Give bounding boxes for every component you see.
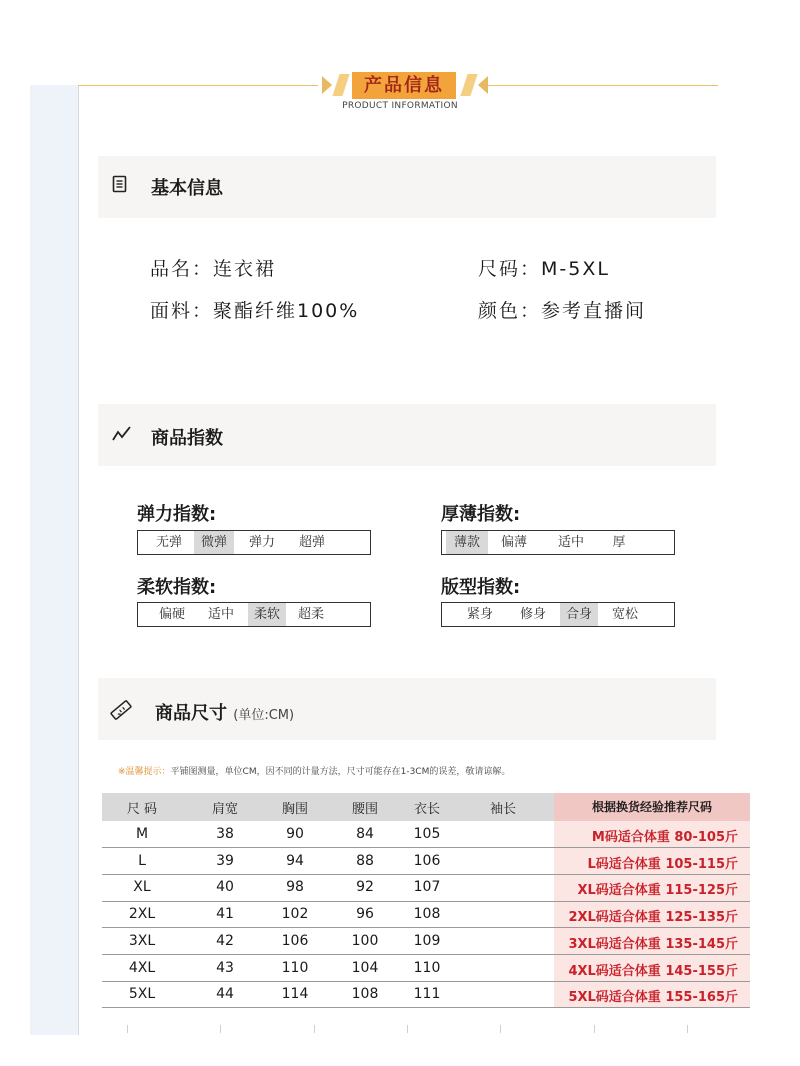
header-size: 尺 码 [126,802,158,817]
table-row-divider [102,901,750,902]
table-row-divider [102,954,750,955]
cell-shoulder: 44 [216,986,234,1003]
left-margin-strip [30,85,78,1035]
table-row-divider [102,927,750,928]
header-ribbon-fold-left [332,74,349,96]
fit-option: 修身 [519,607,546,622]
cell-chest: 102 [281,906,309,923]
thickness-scale [441,530,675,555]
table-row-divider [102,1007,750,1008]
cell-waist: 96 [356,906,374,923]
softness-title: 柔软指数: [137,577,217,598]
header-ribbon-tail-left [322,76,332,94]
thickness-option: 偏薄 [500,535,527,550]
header-ribbon-fold-right [460,74,477,96]
elasticity-title: 弹力指数: [137,504,217,525]
footer-tick [500,1025,501,1033]
cell-recommendation: 2XL码适合体重 125-135斤 [568,910,738,926]
header-line-right [486,85,718,86]
thickness-option-selected: 薄款 [446,531,488,554]
table-row-divider [102,847,750,848]
header-sleeve: 袖长 [489,802,516,817]
header-subtitle: PRODUCT INFORMATION [342,101,458,111]
cell-waist: 84 [356,826,374,842]
cell-waist: 92 [356,879,374,896]
cell-chest: 94 [286,852,304,869]
cell-size: 5XL [128,986,156,1003]
cell-chest: 110 [281,959,309,976]
tip-text: 平铺图测量，单位CM，因不同的计量方法，尺寸可能存在1-3CM的误差，敬请谅解。 [170,767,511,777]
cell-recommendation: 4XL码适合体重 145-155斤 [568,963,738,979]
cell-waist: 108 [351,986,379,1003]
fit-title: 版型指数: [441,577,521,598]
cell-chest: 90 [286,826,304,842]
cell-recommendation: 3XL码适合体重 135-145斤 [568,936,738,952]
document-list-icon [111,175,129,193]
fit-option-selected: 合身 [560,603,598,626]
footer-tick [220,1025,221,1033]
header-ribbon-tail-right [478,76,488,94]
footer-tick [407,1025,408,1033]
table-row-divider [102,874,750,875]
size-title [155,699,294,725]
thickness-title: 厚薄指数: [441,504,521,525]
header-line-left [78,85,318,86]
table-row-divider [102,981,750,982]
size-unit-note: (单位:CM) [233,708,295,723]
softness-option: 超柔 [297,607,324,622]
fit-scale [441,602,675,627]
cell-chest: 98 [286,879,304,896]
size-title-text: 商品尺寸 [155,703,227,724]
softness-scale [137,602,371,627]
cell-length: 111 [413,986,441,1003]
elasticity-option-selected: 微弹 [194,531,234,554]
cell-recommendation: M码适合体重 80-105斤 [591,830,738,845]
fit-option: 紧身 [466,607,493,622]
header-length: 衣长 [413,802,440,817]
basic-info-title: 基本信息 [151,178,223,199]
cell-shoulder: 41 [216,906,234,923]
tip-label: ※温馨提示： [118,767,171,777]
elasticity-option: 弹力 [248,535,275,550]
elasticity-scale [137,530,371,555]
cell-length: 109 [413,932,441,949]
product-size-range: 尺码：M-5XL [478,258,610,280]
cell-length: 110 [413,959,441,976]
left-divider [78,85,79,1035]
header-title: 产品信息 [352,72,456,99]
cell-length: 105 [413,826,441,842]
fit-option: 宽松 [611,607,638,622]
cell-size: XL [133,879,151,896]
cell-size: 2XL [128,906,156,923]
cell-size: M [135,826,149,842]
cell-shoulder: 42 [216,932,234,949]
cell-size: 3XL [128,932,156,949]
softness-option: 偏硬 [158,607,185,622]
cell-recommendation: 5XL码适合体重 155-165斤 [568,990,738,1006]
cell-length: 107 [413,879,441,896]
footer-tick [127,1025,128,1033]
recommendation-header: 根据换货经验推荐尺码 [554,793,750,821]
footer-tick [687,1025,688,1033]
measurement-tip [118,764,510,777]
cell-size: L [138,852,146,869]
cell-recommendation: L码适合体重 105-115斤 [587,856,738,872]
cell-shoulder: 38 [216,826,234,842]
thickness-option: 适中 [557,535,584,550]
header-waist: 腰围 [351,802,378,817]
elasticity-option: 无弹 [155,535,182,550]
cell-length: 108 [413,906,441,923]
product-name: 品名：连衣裙 [150,258,277,280]
softness-option: 适中 [207,607,234,622]
cell-size: 4XL [128,959,156,976]
cell-recommendation: XL码适合体重 115-125斤 [577,883,738,899]
index-title: 商品指数 [151,428,223,449]
cell-waist: 88 [356,852,374,869]
cell-shoulder: 40 [216,879,234,896]
trend-line-icon [111,425,133,443]
cell-length: 106 [413,852,441,869]
cell-waist: 104 [351,959,379,976]
softness-option-selected: 柔软 [248,603,286,626]
thickness-option: 厚 [612,535,626,550]
cell-shoulder: 43 [216,959,234,976]
elasticity-option: 超弹 [298,535,325,550]
footer-tick [314,1025,315,1033]
product-color: 颜色：参考直播间 [478,300,647,322]
cell-chest: 106 [281,932,309,949]
cell-shoulder: 39 [216,852,234,869]
product-fabric: 面料：聚酯纤维100% [150,300,360,322]
header-chest: 胸围 [281,802,308,817]
cell-waist: 100 [351,932,379,949]
ruler-icon [108,697,134,723]
cell-chest: 114 [281,986,309,1003]
header-shoulder: 肩宽 [211,802,238,817]
footer-tick [594,1025,595,1033]
